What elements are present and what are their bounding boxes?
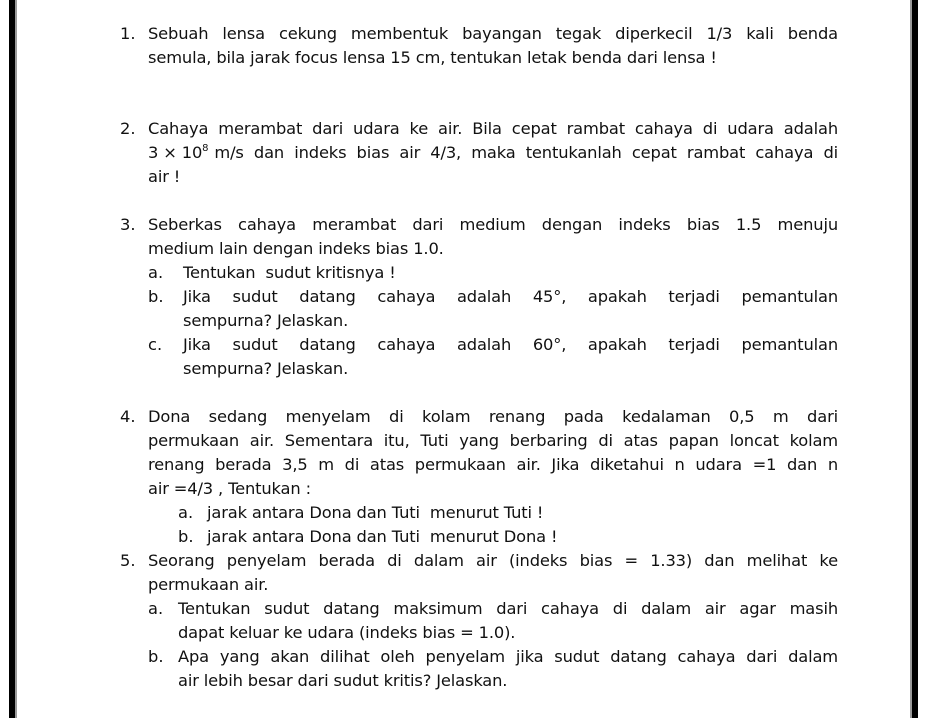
question-text-remainder: m/s dan indeks bias air 4/3, maka tentukanlah cepat rambat cahaya di (214, 143, 838, 162)
question-text-line: Seorang penyelam berada di dalam air (indeks bias = 1.33) dan melihat ke (148, 551, 838, 570)
sub-item-text: sempurna? Jelaskan. (183, 311, 349, 330)
question-text-line: permukaan air. Sementara itu, Tuti yang berbaring di atas papan loncat kolam (148, 431, 838, 450)
question-number: 5. (120, 551, 136, 570)
question-text-line (148, 141, 838, 165)
question-text-line: renang berada 3,5 m di atas permukaan air. Jika diketahui n udara =1 dan n (148, 455, 838, 474)
sub-item-text: air lebih besar dari sudut kritis? Jelaskan. (178, 671, 508, 690)
question-text-line: medium lain dengan indeks bias 1.0. (148, 239, 444, 258)
sub-item-text: Jika sudut datang cahaya adalah 45°, apakah terjadi pemantulan (183, 287, 838, 306)
speed-of-light-value (148, 141, 208, 165)
question-text-line: permukaan air. (148, 575, 269, 594)
sub-item-text: dapat keluar ke udara (indeks bias = 1.0). (178, 623, 516, 642)
sub-item-letter: a. (178, 503, 194, 522)
question-text-line: semula, bila jarak focus lensa 15 cm, tentukan letak benda dari lensa ! (148, 48, 717, 67)
sub-item-text: Tentukan sudut kritisnya ! (183, 263, 396, 282)
question-number: 1. (120, 24, 136, 43)
sub-item-letter: b. (148, 647, 164, 666)
sub-item-letter: a. (148, 263, 164, 282)
question-text-line: Dona sedang menyelam di kolam renang pada kedalaman 0,5 m dari (148, 407, 838, 426)
sub-item-text: jarak antara Dona dan Tuti menurut Dona ! (207, 527, 558, 546)
sub-item-letter: c. (148, 335, 163, 354)
sub-item-text: sempurna? Jelaskan. (183, 359, 349, 378)
question-number: 4. (120, 407, 136, 426)
question-text-line: Sebuah lensa cekung membentuk bayangan tegak diperkecil 1/3 kali benda (148, 24, 838, 43)
sub-item-text: Tentukan sudut datang maksimum dari cahaya di dalam air agar masih (178, 599, 838, 618)
question-text-line: air =4/3 , Tentukan : (148, 479, 311, 498)
sub-item-text: Apa yang akan dilihat oleh penyelam jika sudut datang cahaya dari dalam (178, 647, 838, 666)
sub-item-text: jarak antara Dona dan Tuti menurut Tuti ! (207, 503, 544, 522)
sub-item-letter: b. (148, 287, 164, 306)
question-text-line: air ! (148, 167, 181, 186)
sub-item-text: Jika sudut datang cahaya adalah 60°, apakah terjadi pemantulan (183, 335, 838, 354)
page-border-left-thin (15, 0, 17, 718)
sub-item-letter: b. (178, 527, 194, 546)
sub-item-letter: a. (148, 599, 164, 618)
speed-base: 3 × 10 (148, 143, 203, 162)
question-text-line: Cahaya merambat dari udara ke air. Bila cepat rambat cahaya di udara adalah (148, 119, 838, 138)
question-text-line: Seberkas cahaya merambat dari medium dengan indeks bias 1.5 menuju (148, 215, 838, 234)
page-border-right-thick (912, 0, 918, 718)
question-number: 2. (120, 119, 136, 138)
speed-exponent: 8 (202, 142, 209, 154)
question-number: 3. (120, 215, 136, 234)
